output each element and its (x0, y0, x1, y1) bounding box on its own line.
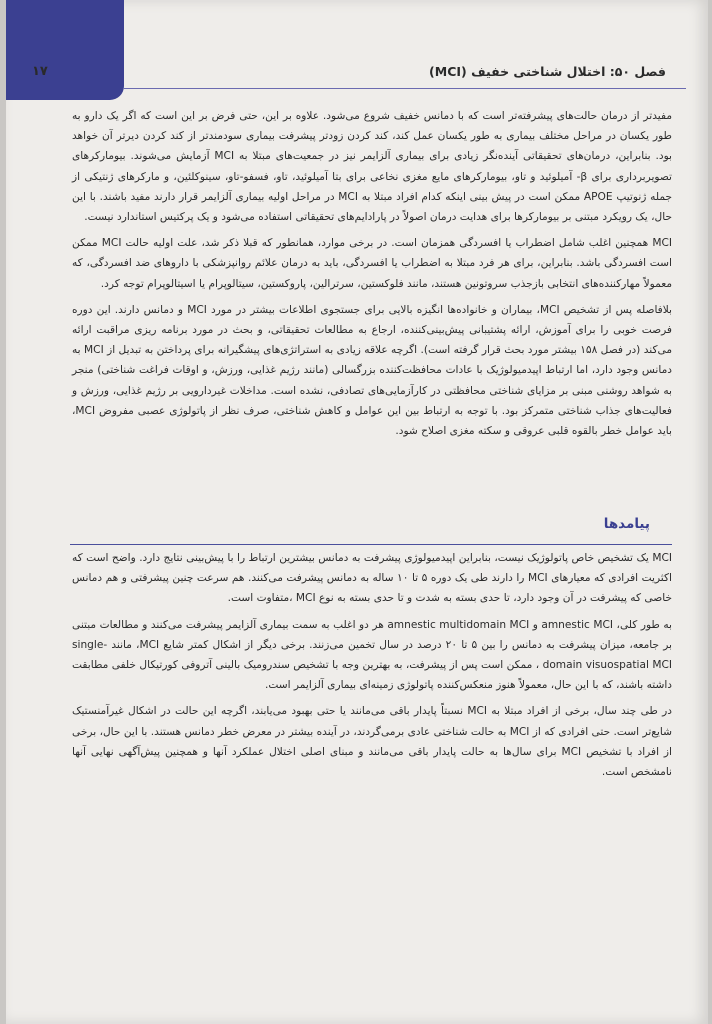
summary-paragraph: به طور کلی، amnestic MCI و amnestic multidomain MCI هر دو اغلب به سمت بیماری آلزایمر پیشرفت می‌کنند و مطالعات مبتنی بر جامعه، میزان پیشرفت به دمانس را بین ۵ تا ۲۰ درصد در سال تخمین می‌زنند. برخی دیگر از اشکال کمتر شایع MCI، مانند single-domain visuospatial MCI ، ممکن است پس از پیشرفت، به بهترین وجه با تشخیص سندرومیک بالینی آتروفی کورتیکال خلفی مطابقت داشته باشند، که با این حال، معمولاً هنوز منعکس‌کننده پاتولوژی زمینه‌ای بیماری آلزایمر است. (72, 618, 672, 692)
section-heading: پیامدها (603, 516, 650, 532)
book-page (6, 0, 708, 1024)
running-title: فصل ۵۰: اختلال شناختی خفیف (MCI) (429, 64, 666, 79)
body-paragraph: بلافاصله پس از تشخیص MCI، بیماران و خانواده‌ها انگیزه بالایی برای جستجوی اطلاعات بیشتر در مورد MCI و دمانس دارند. این دوره فرصت خوبی را برای آموزش، ارائه پشتیبانی پیش‌بینی‌کننده، ارجاع به مطالعات تحقیقاتی، و بحث در مورد برنامه ریزی مراقبت ارائه می‌کند (در فصل ۱۵۸ بیشتر مورد بحث قرار گرفته است). اگرچه علاقه زیادی به استراتژی‌های پیشگیرانه برای پرداختن به تبدیل از MCI به دمانس وجود دارد، اما ارتباط اپیدمیولوژیک با عادات محافظت‌کننده بزرگسالی (مانند رژیم غذایی، ورزش، و اوقات فراغت شناختی) منجر به شواهد روشنی مبنی بر مزایای شناختی محافظتی در کارآزمایی‌های تصادفی، نشده است. مداخلات غیردارویی بر رژیم غذایی، ورزش و فعالیت‌های جذاب شناختی متمرکز بود. با توجه به ارتباط بین این عوامل و کاهش شناختی، صرف نظر از پاتولوژی عصبی مفروض MCI، باید عوامل خطر بالقوه قلبی عروقی و سکته مغزی اصلاح شود. (72, 303, 673, 438)
summary-body (72, 548, 672, 788)
chapter-corner-tab (6, 0, 124, 100)
page-number: ۱۷ (32, 64, 48, 79)
summary-paragraph: MCI یک تشخیص خاص پاتولوژیک نیست، بنابراین اپیدمیولوژی پیشرفت به دمانس بیشترین ارتباط را با پیش‌بینی نتایج دارد. واضح است که اکثریت افرادی که معیارهای MCI را دارند طی یک دوره ۵ تا ۱۰ ساله به دمانس پیشرفت می‌کنند. هم سرعت چنین پیشرفتی و هم دمانس خاصی که پیشرفت در آن وجود دارد، تا حدی بسته به شدت و تا حدی بسته به نوع MCI ،متفاوت است. (72, 552, 672, 605)
header-rule (124, 88, 686, 89)
main-body (72, 106, 672, 447)
body-paragraph: مفیدتر از درمان حالت‌های پیشرفته‌تر است که با دمانس خفیف شروع می‌شود. علاوه بر این، حتی فرض بر این است که اگر یک دارو به طور یکسان در مراحل مختلف بیماری به طور یکسان عمل کند، کند کردن زودتر پیشرفت بیماری سودمندتر از کند کردن دیرتر آن خواهد بود. بنابراین، درمان‌های تحقیقاتی آینده‌نگر زیادی برای بیماری آلزایمر نیز در جمعیت‌های مبتلا به MCI آزمایش می‌شوند. بیومارکرهای تصویربرداری برای β- آمیلوئید و تاو، بیومارکرهای مایع مغزی نخاعی برای بتا آمیلوئید، تاو، فسفو-تاو، سینوکلئین، و مارکرهای ژنتیکی از جمله ژنوتیپ APOE ممکن است در پیش بینی اینکه کدام افراد مبتلا به MCI در مراحل اولیه بیماری آلزایمر قرار دارند مفید باشند. با این حال، یک رویکرد مبتنی بر بیومارکرها برای هدایت درمان اصولاً در پارادایم‌های تحقیقاتی استفاده می‌شود و یک پرکتیس استاندارد نیست. (72, 110, 673, 224)
body-paragraph: MCI همچنین اغلب شامل اضطراب یا افسردگی همزمان است. در برخی موارد، همانطور که قبلا ذکر شد، علت اولیه حالت MCI ممکن است افسردگی باشد. بنابراین، برای هر فرد مبتلا به اضطراب یا افسردگی، باید به درمان علائم روانپزشکی با داروهای ضد افسردگی، که معمولاً مهارکننده‌های انتخابی بازجذب سروتونین هستند، مانند فلوکستین، سرترالین، پاروکستین، سیتالوپرام یا اسیتالوپرام توجه کرد. (72, 237, 672, 290)
section-rule (70, 544, 672, 545)
summary-paragraph: در طی چند سال، برخی از افراد مبتلا به MCI نسبتاً پایدار باقی می‌مانند یا حتی بهبود می‌یابند، اگرچه این حالت در اشکال غیرآمنستیک شایع‌تر است. حتی افرادی که از MCI به حالت شناختی عادی برمی‌گردند، در آینده بیشتر در معرض خطر دمانس هستند. با این حال، برخی از افراد با تشخیص MCI برای سال‌ها به حالت پایدار باقی می‌مانند و مبنای اصلی اختلال عملکرد آنها و همچنین پیش‌آگهی نهایی آنها نامشخص است. (72, 705, 672, 779)
